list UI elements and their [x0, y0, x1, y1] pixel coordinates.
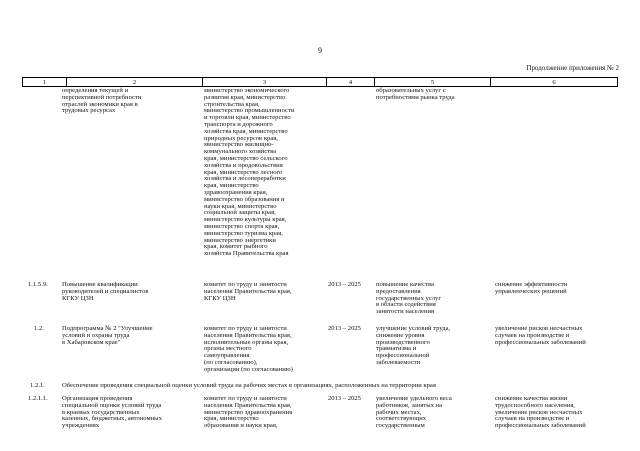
row-section-title: Обеспечение проведения специальной оценки условий труда на рабочих местах в организациях, расположенных на территории края [62, 382, 436, 389]
row-name: Организация проведения специальной оценки условий труда в краевых государственных казенных, бюджетных, автономных учреждениях [62, 395, 162, 430]
row-result: улучшение условий труда, снижение уровня производственного травматизма и профессиональной заболеваемости [376, 325, 451, 366]
header-col-2: 2 [66, 77, 202, 87]
row-risk: снижение качества жизни трудоспособного населения, увеличение рисков несчастных случаев на производстве и профессиональных заболеваний [495, 395, 586, 430]
header-col-5: 5 [374, 77, 490, 87]
row-number: 1.2.1. [30, 382, 45, 389]
row-executor: министерство экономического развития края, министерство строительства края, министерство промышленности и торговли края, министерство транспорта и дорожного хозяйства края, министерство природных ресурсов края, министерство жилищно- коммунального хозяйства края, министерство сельского хозяйства и продовольствия края, министерство лесного хозяйства и лесопереработки края, министерство здравоохранения края, министерство образования и науки края, министерство социальной защиты края, министерство культуры края, министерство спорта края, министерство туризма края, министерство энергетики края, комитет рыбного хозяйства Правительства края [204, 87, 295, 258]
row-result: образовательных услуг с потребностями рынка труда [376, 87, 455, 101]
row-executor: комитет по труду и занятости населения Правительства края, исполнительные органы края, органы местного самоуправления (по согласованию), организации (по согласованию) [204, 325, 293, 373]
row-risk: увеличение рисков несчастных случаев на производстве и профессиональных заболеваний [495, 325, 586, 346]
row-period: 2013 – 2025 [328, 395, 361, 402]
row-result: повышение качества предоставления государственных услуг в области содействия занятости населения [376, 281, 442, 316]
row-number: 1.1.5.9. [28, 281, 48, 288]
row-executor: комитет по труду и занятости населения Правительства края, министерство здравоохранения края, министерство образования и науки края, [204, 395, 293, 430]
header-col-1: 1 [22, 77, 66, 87]
row-name: определения текущей и перспективной потребности отраслей экономики края в трудовых ресурсах [62, 87, 142, 115]
page-number: 9 [318, 46, 322, 55]
row-risk: снижение эффективности управленческих решений [495, 281, 568, 295]
row-period: 2013 – 2025 [328, 325, 361, 332]
header-col-4: 4 [326, 77, 374, 87]
row-number: 1.2. [34, 325, 44, 332]
row-name: Подпрограмма № 2 "Улучшение условий и охраны труда в Хабаровском крае" [62, 325, 153, 346]
row-name: Повышение квалификации руководителей и специалистов КГКУ ЦЗН [62, 281, 149, 302]
header-col-3: 3 [202, 77, 326, 87]
row-executor: комитет по труду и занятости населения Правительства края, КГКУ ЦЗН [204, 281, 292, 302]
row-number: 1.2.1.1. [28, 395, 48, 402]
continuation-label: Продолжение приложения № 2 [526, 64, 619, 72]
header-col-6: 6 [490, 77, 618, 87]
row-result: увеличение удельного веса работников, занятых на рабочих местах, соответствующих государственным [376, 395, 452, 430]
row-period: 2013 – 2025 [328, 281, 361, 288]
